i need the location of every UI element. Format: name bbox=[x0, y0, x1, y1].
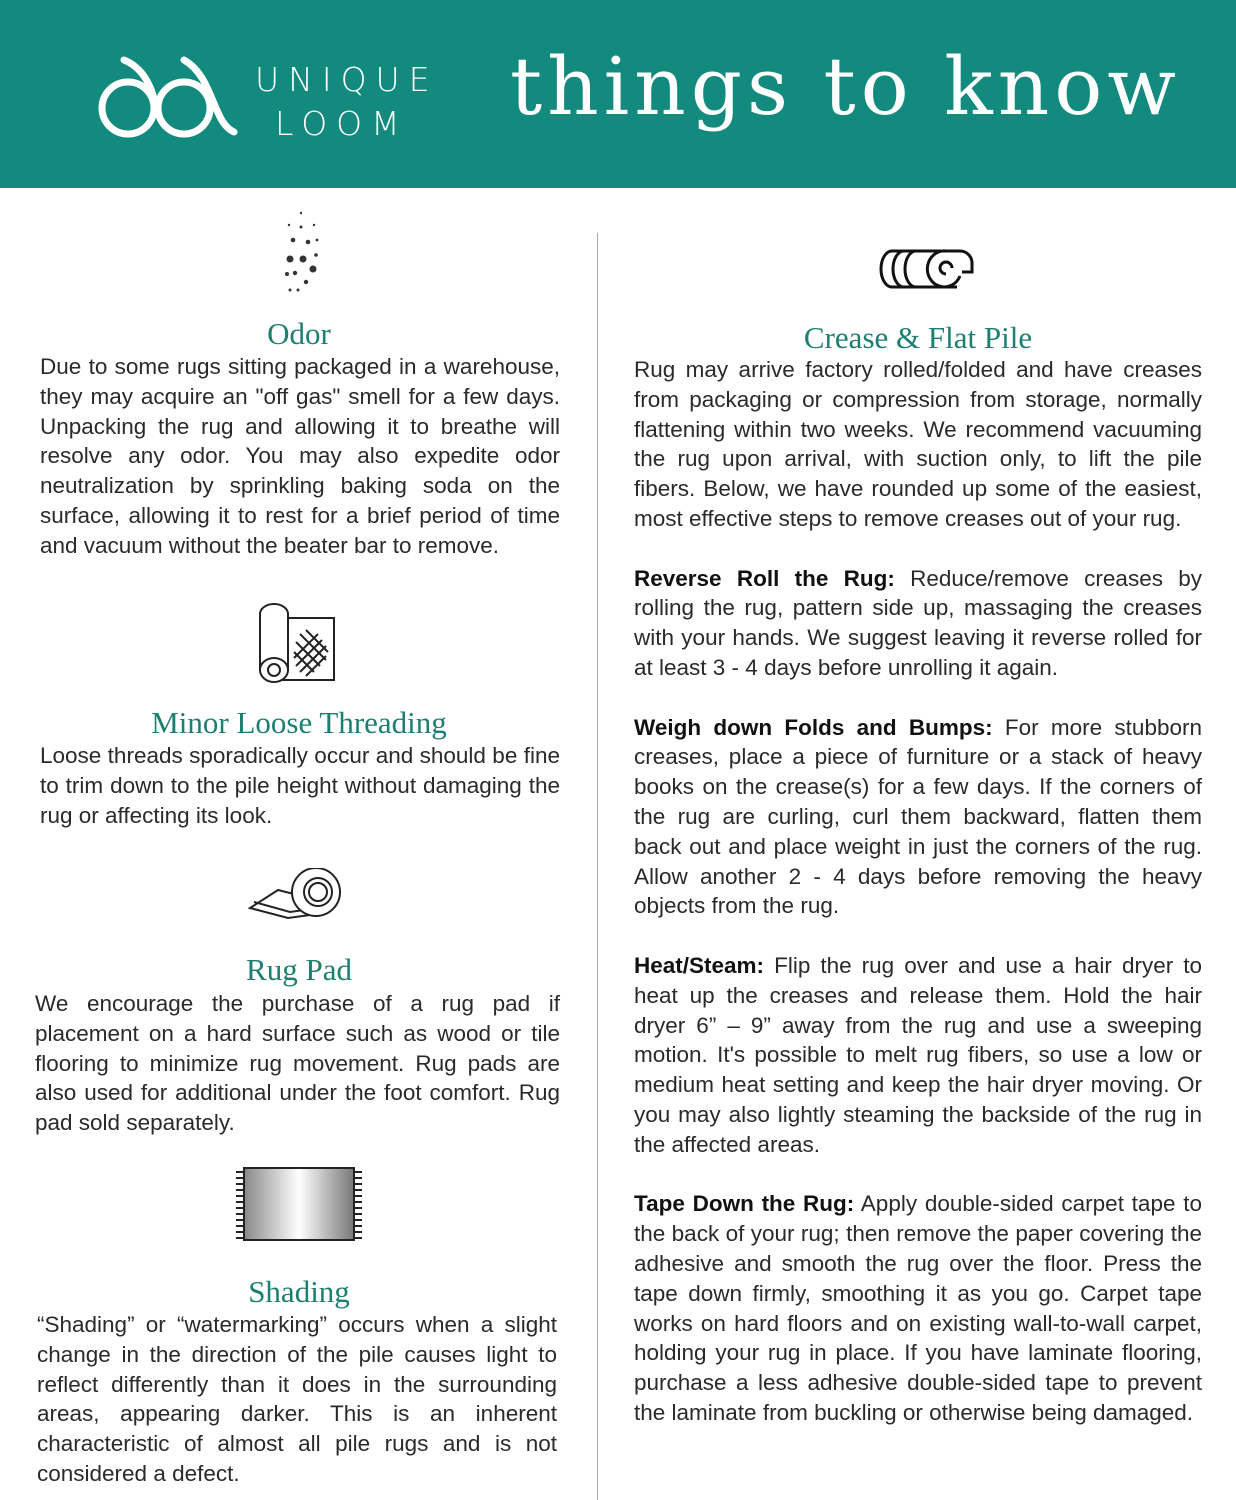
section-title-crease: Crease & Flat Pile bbox=[803, 320, 1033, 355]
step-reverse-roll bbox=[634, 564, 1202, 683]
rolled-rug-threads-icon bbox=[256, 602, 338, 686]
step-heat-steam bbox=[634, 951, 1202, 1160]
section-body-odor: Due to some rugs sitting packaged in a warehouse, they may acquire an "off gas" smell for a few days. Unpacking the rug and allowing it to breathe will resolve any odor. You may also expedite odor neutralization by sprinkling baking soda on the surface, allowing it to rest for a brief period of time and vacuum without the beater bar to remove. bbox=[40, 354, 560, 558]
shaded-rug-icon bbox=[234, 1166, 364, 1242]
section-body-threading: Loose threads sporadically occur and should be fine to trim down to the pile height without damaging the rug or affecting its look. bbox=[40, 743, 560, 828]
rolled-rug-icon bbox=[872, 248, 974, 290]
step-label: Heat/Steam: bbox=[634, 952, 765, 978]
step-text: Flip the rug over and use a hair dryer to heat up the creases and release them. Hold the hair dryer 6” – 9” away from the rug and use a sweeping motion. It's possible to melt rug fibers, so use a low or medium heat setting and keep the hair dryer moving. Or you may also lightly steaming the backside of the rug in the affected areas. bbox=[634, 952, 1202, 1157]
crease-intro: Rug may arrive factory rolled/folded and have creases from packaging or compression from storage, normally flattening within two weeks. We recommend vacuuming the rug upon arrival, with suction only, to lift the pile fibers. Below, we have rounded up some of the easiest, most effective steps to remove creases out of your rug. bbox=[634, 357, 1202, 531]
step-label: Weigh down Folds and Bumps: bbox=[634, 714, 993, 740]
header-banner bbox=[0, 0, 1236, 188]
unique-loom-logo-icon bbox=[94, 52, 244, 142]
rug-pad-roll-icon bbox=[248, 868, 344, 924]
column-divider bbox=[597, 233, 598, 1500]
step-text: For more stubborn creases, place a piece of furniture or a stack of heavy books on the crease(s) for a few days. If the corners of the rug are curling, curl them backward, flatten them back out and place weight in just the corners of the rug. Allow another 2 - 4 days before removing the heavy objects from the rug. bbox=[634, 714, 1202, 919]
section-body-crease bbox=[634, 355, 1202, 1457]
step-text: Apply double-sided carpet tape to the back of your rug; then remove the paper covering the adhesive and smooth the rug over the floor. Press the tape down firmly, smoothing it as you go. Carpet tape works on hard floors and on existing wall-to-wall carpet, holding your rug in place. If you have laminate flooring, purchase a less adhesive double-sided tape to prevent the laminate from buckling or otherwise being damaged. bbox=[634, 1191, 1202, 1425]
step-label: Reverse Roll the Rug: bbox=[634, 565, 895, 591]
section-title-threading: Minor Loose Threading bbox=[151, 705, 447, 740]
section-title-rug-pad: Rug Pad bbox=[246, 952, 352, 987]
section-body-rug-pad: We encourage the purchase of a rug pad if placement on a hard surface such as wood or tile flooring to minimize rug movement. Rug pads are also used for additional under the foot comfort. Rug pad sold separately. bbox=[35, 991, 560, 1136]
section-title-shading: Shading bbox=[248, 1274, 350, 1309]
step-weigh-down bbox=[634, 713, 1202, 922]
step-label: Tape Down the Rug: bbox=[634, 1191, 855, 1217]
page-title: things to know bbox=[510, 40, 1181, 133]
section-title-odor: Odor bbox=[267, 316, 331, 351]
step-tape-down bbox=[634, 1189, 1202, 1427]
section-body-shading: “Shading” or “watermarking” occurs when a slight change in the direction of the pile causes light to reflect differently than it does in the surrounding areas, appearing darker. This is an inherent characteristic of almost all pile rugs and is not considered a defect. bbox=[37, 1312, 557, 1486]
brand-line-1: UNIQUE bbox=[255, 60, 439, 99]
brand-name bbox=[255, 58, 439, 146]
brand-line-2: LOOM bbox=[275, 104, 409, 143]
dots-odor-icon bbox=[280, 208, 350, 298]
step-text: Reduce/remove creases by rolling the rug, pattern side up, massaging the creases with your hands. We suggest leaving it reverse rolled for at least 3 - 4 days before unrolling it again. bbox=[634, 565, 1202, 680]
